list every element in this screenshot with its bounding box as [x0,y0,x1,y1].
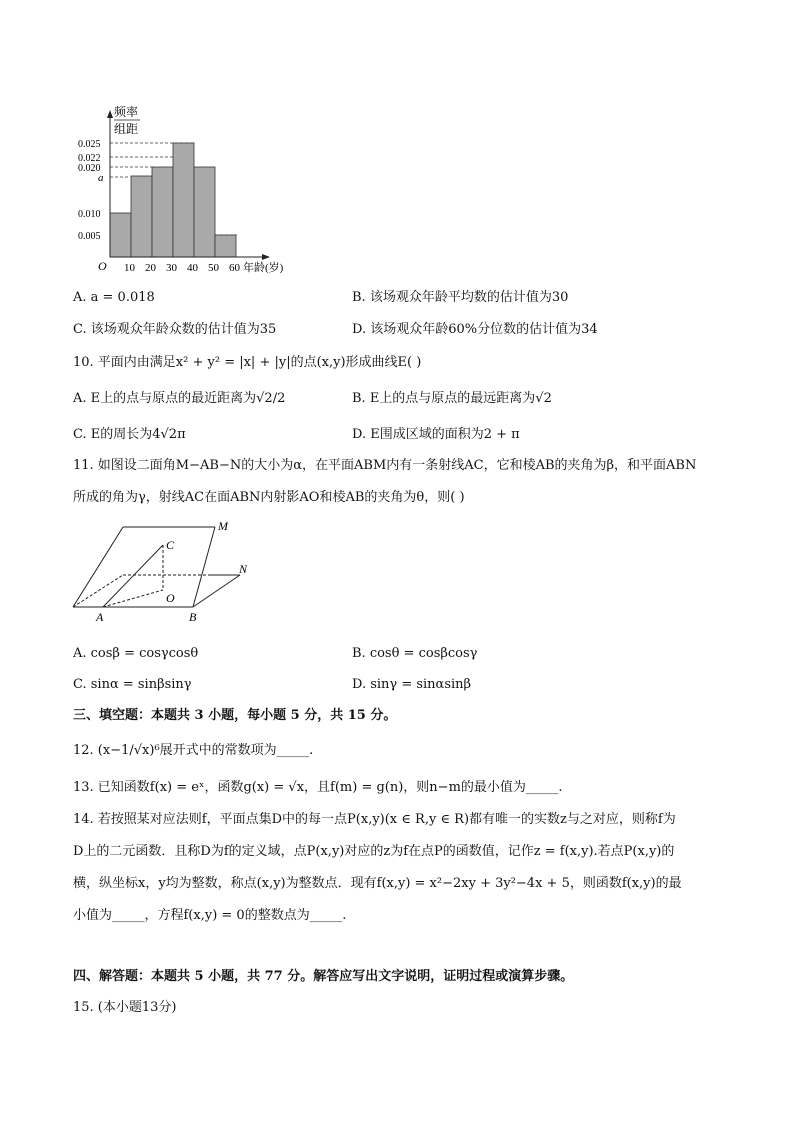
q12: 12. (x−1/√x)⁶展开式中的常数项为_____. [73,743,314,758]
xtick-20: 20 [145,262,156,274]
ytick-0.005: 0.005 [78,231,101,242]
ytick-a: a [98,172,104,184]
hist-xlabel: 年龄(岁) [243,262,284,274]
section-4-heading: 四、解答题：本题共 5 小题，共 77 分。解答应写出文字说明，证明过程或演算步骤。 [73,969,574,984]
histogram-bars [110,143,236,257]
hist-ylabel-bottom: 组距 [114,122,139,136]
xtick-50: 50 [208,262,219,274]
hist-ylabel-top: 频率 [114,105,139,119]
xtick-10: 10 [124,262,135,274]
dihedral-angle-figure [65,515,265,627]
fig-label-c: C [166,538,175,552]
xtick-60: 60 [229,262,240,274]
bar-10-20 [131,176,152,257]
bar-40-50 [194,167,215,257]
q13: 13. 已知函数f(x) = eˣ，函数g(x) = √x，且f(m) = g(n)，则n−m的最小值为_____. [73,780,563,795]
q11-option-b: B. cosθ = cosβcosγ [352,646,478,661]
ytick-0.025: 0.025 [78,139,101,150]
ytick-0.020: 0.020 [78,163,101,174]
ytick-0.010: 0.010 [78,209,101,220]
q9-option-a: A. a = 0.018 [73,290,155,305]
xtick-30: 30 [166,262,177,274]
q10-option-d: D. E围成区域的面积为2 + π [352,427,520,442]
section-3-heading: 三、填空题：本题共 3 小题，每小题 5 分，共 15 分。 [73,708,397,723]
q10-stem: 10. 平面内由满足x² + y² = |x| + |y|的点(x,y)形成曲线E( ) [73,355,422,370]
q14-line1: 14. 若按照某对应法则f，平面点集D中的每一点P(x,y)(x ∈ R,y ∈ R)都有唯一的实数z与之对应，则称f为 [73,812,676,827]
q11-stem-line1: 11. 如图设二面角M−AB−N的大小为α，在平面ABM内有一条射线AC，它和棱AB的夹角为β，和平面ABN [73,458,697,473]
bar-0-10 [110,213,131,257]
age-histogram [70,100,300,280]
fig-label-a: A [96,610,104,624]
q11-option-c: C. sinα = sinβsinγ [73,677,192,692]
ytick-0.022: 0.022 [78,153,101,164]
fig-label-o: O [166,591,175,605]
q14-line3: 横，纵坐标x，y均为整数，称点(x,y)为整数点．现有f(x,y) = x²−2xy + 3y²−4x + 5，则函数f(x,y)的最 [73,876,682,891]
xtick-40: 40 [187,262,198,274]
q9-option-b: B. 该场观众年龄平均数的估计值为30 [352,290,569,305]
q9-option-d: D. 该场观众年龄60%分位数的估计值为34 [352,322,598,337]
q14-line4: 小值为_____，方程f(x,y) = 0的整数点为_____. [73,908,347,923]
bar-50-60 [215,235,236,257]
q10-option-a: A. E上的点与原点的最近距离为√2/2 [73,391,286,406]
q10-option-c: C. E的周长为4√2π [73,427,186,442]
bar-30-40 [173,143,194,257]
q11-option-d: D. sinγ = sinαsinβ [352,677,472,692]
q10-option-b: B. E上的点与原点的最远距离为√2 [352,391,552,406]
fig-label-b: B [189,610,197,624]
q14-line2: D上的二元函数．且称D为f的定义域，点P(x,y)对应的z为f在点P的函数值，记作z = f(x,y).若点P(x,y)的 [73,844,675,859]
bar-20-30 [152,167,173,257]
q11-stem-line2: 所成的角为γ，射线AC在面ABN内射影AO和棱AB的夹角为θ，则( ) [73,490,465,505]
q15-heading: 15. (本小题13分) [73,1000,177,1015]
fig-label-n: N [239,562,248,576]
hist-origin: O [98,259,107,273]
q11-option-a: A. cosβ = cosγcosθ [73,646,199,661]
fig-label-m: M [218,519,228,533]
q9-option-c: C. 该场观众年龄众数的估计值为35 [73,322,277,337]
